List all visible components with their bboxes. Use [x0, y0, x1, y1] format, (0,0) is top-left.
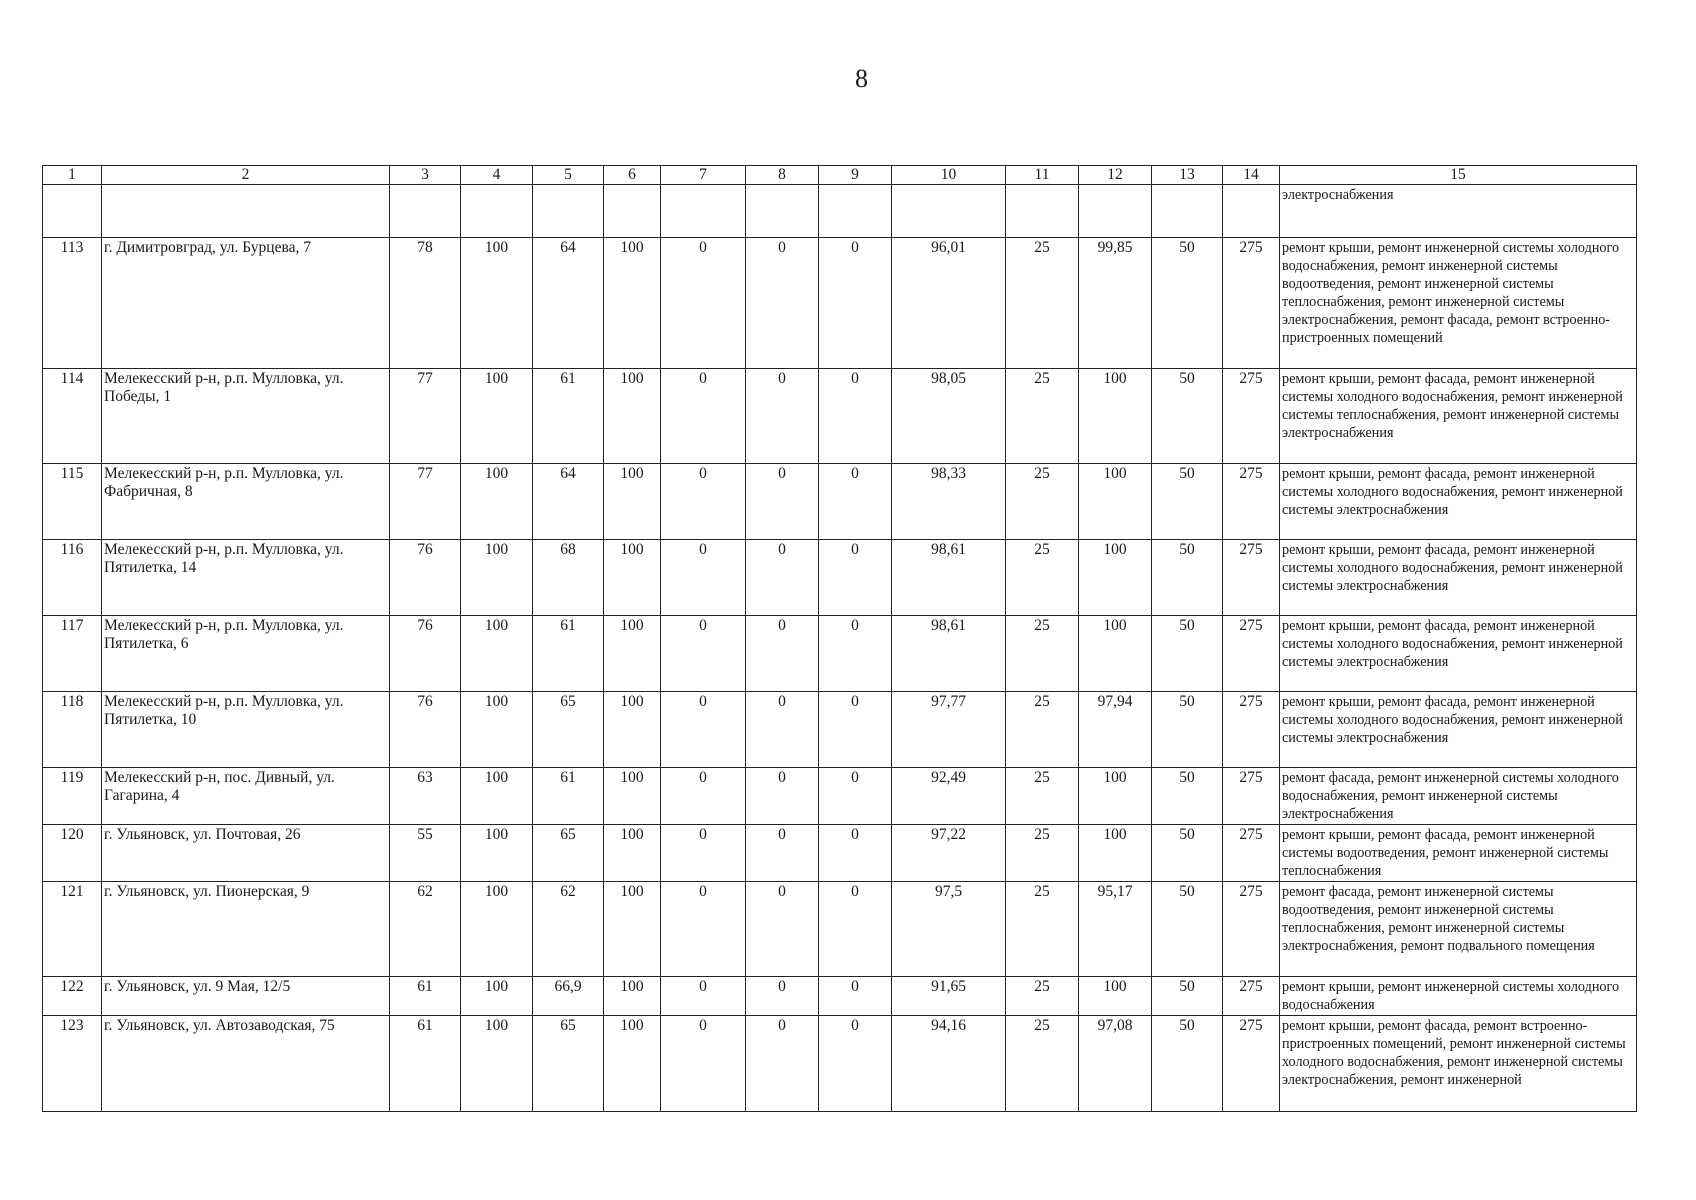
value-cell: 98,61 [892, 540, 1006, 616]
address-cell: Мелекесский р-н, р.п. Мулловка, ул. Пятилетка, 10 [102, 692, 390, 768]
column-number: 12 [1079, 166, 1152, 185]
value-cell: 0 [746, 825, 819, 882]
value-cell: 25 [1006, 369, 1079, 464]
value-cell: 0 [661, 768, 746, 825]
value-cell: 100 [604, 882, 661, 977]
value-cell: 97,94 [1079, 692, 1152, 768]
value-cell: 0 [746, 464, 819, 540]
value-cell: 50 [1152, 768, 1223, 825]
value-cell: 64 [533, 464, 604, 540]
value-cell: 98,05 [892, 369, 1006, 464]
value-cell: 65 [533, 1016, 604, 1112]
value-cell: 275 [1223, 882, 1280, 977]
value-cell: 100 [1079, 977, 1152, 1016]
empty-cell [461, 185, 533, 238]
value-cell: 100 [461, 1016, 533, 1112]
value-cell: 63 [390, 768, 461, 825]
empty-cell [604, 185, 661, 238]
value-cell: 0 [746, 238, 819, 369]
empty-cell [390, 185, 461, 238]
column-number: 2 [102, 166, 390, 185]
value-cell: 94,16 [892, 1016, 1006, 1112]
value-cell: 100 [1079, 369, 1152, 464]
value-cell: 76 [390, 540, 461, 616]
address-cell: Мелекесский р-н, р.п. Мулловка, ул. Победы, 1 [102, 369, 390, 464]
value-cell: 0 [746, 616, 819, 692]
value-cell: 50 [1152, 825, 1223, 882]
empty-cell [102, 185, 390, 238]
works-cell: ремонт фасада, ремонт инженерной системы водоотведения, ремонт инженерной системы теплоснабжения, ремонт инженерной системы электроснабжения, ремонт подвального помещения [1280, 882, 1637, 977]
value-cell: 77 [390, 369, 461, 464]
table-row [43, 238, 1637, 369]
empty-cell [746, 185, 819, 238]
value-cell: 50 [1152, 1016, 1223, 1112]
value-cell: 100 [604, 768, 661, 825]
value-cell: 61 [533, 616, 604, 692]
column-number: 9 [819, 166, 892, 185]
value-cell: 275 [1223, 540, 1280, 616]
value-cell: 275 [1223, 369, 1280, 464]
value-cell: 100 [604, 464, 661, 540]
table-row [43, 692, 1637, 768]
column-number: 10 [892, 166, 1006, 185]
value-cell: 25 [1006, 768, 1079, 825]
value-cell: 100 [461, 692, 533, 768]
address-cell: г. Ульяновск, ул. Автозаводская, 75 [102, 1016, 390, 1112]
value-cell: 100 [461, 369, 533, 464]
value-cell: 0 [661, 1016, 746, 1112]
works-cell: ремонт крыши, ремонт инженерной системы холодного водоснабжения [1280, 977, 1637, 1016]
value-cell: 25 [1006, 616, 1079, 692]
value-cell: 100 [461, 238, 533, 369]
value-cell: 0 [661, 882, 746, 977]
empty-cell [43, 185, 102, 238]
table-row [43, 882, 1637, 977]
column-number: 7 [661, 166, 746, 185]
value-cell: 50 [1152, 692, 1223, 768]
value-cell: 100 [604, 692, 661, 768]
table-row [43, 768, 1637, 825]
table-row [43, 977, 1637, 1016]
value-cell: 0 [819, 369, 892, 464]
value-cell: 25 [1006, 1016, 1079, 1112]
page-number: 8 [855, 64, 868, 93]
value-cell: 275 [1223, 616, 1280, 692]
value-cell: 0 [819, 540, 892, 616]
value-cell: 99,85 [1079, 238, 1152, 369]
continuation-row [43, 185, 1637, 238]
column-number-header-row [43, 166, 1637, 185]
empty-cell [892, 185, 1006, 238]
value-cell: 0 [661, 977, 746, 1016]
value-cell: 50 [1152, 977, 1223, 1016]
value-cell: 98,61 [892, 616, 1006, 692]
value-cell: 0 [746, 692, 819, 768]
value-cell: 275 [1223, 238, 1280, 369]
row-number-cell: 122 [43, 977, 102, 1016]
empty-cell [1152, 185, 1223, 238]
value-cell: 97,77 [892, 692, 1006, 768]
empty-cell [533, 185, 604, 238]
value-cell: 0 [819, 692, 892, 768]
table-row [43, 1016, 1637, 1112]
value-cell: 100 [604, 540, 661, 616]
column-number: 1 [43, 166, 102, 185]
value-cell: 275 [1223, 692, 1280, 768]
value-cell: 97,22 [892, 825, 1006, 882]
value-cell: 275 [1223, 1016, 1280, 1112]
table-row [43, 616, 1637, 692]
value-cell: 50 [1152, 464, 1223, 540]
works-cell: ремонт крыши, ремонт фасада, ремонт инженерной системы холодного водоснабжения, ремонт инженерной системы электроснабжения [1280, 540, 1637, 616]
value-cell: 77 [390, 464, 461, 540]
value-cell: 25 [1006, 692, 1079, 768]
value-cell: 76 [390, 616, 461, 692]
column-number: 3 [390, 166, 461, 185]
value-cell: 61 [390, 1016, 461, 1112]
table-row [43, 540, 1637, 616]
value-cell: 100 [1079, 825, 1152, 882]
row-number-cell: 121 [43, 882, 102, 977]
value-cell: 100 [1079, 464, 1152, 540]
empty-cell [819, 185, 892, 238]
value-cell: 96,01 [892, 238, 1006, 369]
works-cell: ремонт крыши, ремонт фасада, ремонт инженерной системы холодного водоснабжения, ремонт инженерной системы электроснабжения [1280, 464, 1637, 540]
value-cell: 0 [661, 464, 746, 540]
value-cell: 0 [661, 616, 746, 692]
value-cell: 0 [819, 768, 892, 825]
column-number: 15 [1280, 166, 1637, 185]
row-number-cell: 118 [43, 692, 102, 768]
empty-cell [661, 185, 746, 238]
value-cell: 0 [819, 464, 892, 540]
row-number-cell: 120 [43, 825, 102, 882]
value-cell: 25 [1006, 540, 1079, 616]
address-cell: Мелекесский р-н, р.п. Мулловка, ул. Пятилетка, 14 [102, 540, 390, 616]
value-cell: 100 [461, 768, 533, 825]
empty-cell [1079, 185, 1152, 238]
address-cell: Мелекесский р-н, р.п. Мулловка, ул. Пятилетка, 6 [102, 616, 390, 692]
value-cell: 0 [819, 825, 892, 882]
value-cell: 62 [390, 882, 461, 977]
value-cell: 62 [533, 882, 604, 977]
value-cell: 100 [604, 1016, 661, 1112]
value-cell: 0 [661, 540, 746, 616]
value-cell: 25 [1006, 977, 1079, 1016]
works-cell: ремонт крыши, ремонт фасада, ремонт инженерной системы холодного водоснабжения, ремонт инженерной системы теплоснабжения, ремонт инженерной системы электроснабжения [1280, 369, 1637, 464]
value-cell: 61 [533, 768, 604, 825]
row-number-cell: 115 [43, 464, 102, 540]
value-cell: 64 [533, 238, 604, 369]
value-cell: 100 [604, 977, 661, 1016]
value-cell: 100 [604, 238, 661, 369]
value-cell: 50 [1152, 238, 1223, 369]
value-cell: 25 [1006, 882, 1079, 977]
value-cell: 0 [819, 1016, 892, 1112]
column-number: 8 [746, 166, 819, 185]
column-number: 5 [533, 166, 604, 185]
value-cell: 100 [461, 977, 533, 1016]
row-number-cell: 114 [43, 369, 102, 464]
value-cell: 65 [533, 825, 604, 882]
column-number: 11 [1006, 166, 1079, 185]
address-cell: г. Димитровград, ул. Бурцева, 7 [102, 238, 390, 369]
value-cell: 100 [461, 540, 533, 616]
value-cell: 100 [461, 882, 533, 977]
value-cell: 25 [1006, 238, 1079, 369]
column-number: 13 [1152, 166, 1223, 185]
table-row [43, 369, 1637, 464]
table-body [43, 166, 1637, 1112]
value-cell: 100 [1079, 616, 1152, 692]
empty-cell [1223, 185, 1280, 238]
value-cell: 78 [390, 238, 461, 369]
works-cell: ремонт крыши, ремонт фасада, ремонт встроенно-пристроенных помещений, ремонт инженерной системы холодного водоснабжения, ремонт инженерной системы электроснабжения, ремонт инженерной [1280, 1016, 1637, 1112]
value-cell: 0 [661, 369, 746, 464]
value-cell: 97,08 [1079, 1016, 1152, 1112]
value-cell: 91,65 [892, 977, 1006, 1016]
value-cell: 100 [604, 616, 661, 692]
value-cell: 0 [661, 238, 746, 369]
works-cell: ремонт крыши, ремонт фасада, ремонт инженерной системы холодного водоснабжения, ремонт инженерной системы электроснабжения [1280, 692, 1637, 768]
repair-program-table [42, 165, 1637, 1112]
value-cell: 100 [1079, 768, 1152, 825]
value-cell: 100 [604, 825, 661, 882]
works-cell: ремонт крыши, ремонт фасада, ремонт инженерной системы водоотведения, ремонт инженерной системы теплоснабжения [1280, 825, 1637, 882]
value-cell: 0 [661, 692, 746, 768]
value-cell: 0 [819, 616, 892, 692]
value-cell: 0 [661, 825, 746, 882]
value-cell: 100 [461, 616, 533, 692]
value-cell: 0 [819, 238, 892, 369]
value-cell: 0 [746, 1016, 819, 1112]
value-cell: 25 [1006, 464, 1079, 540]
value-cell: 0 [746, 369, 819, 464]
value-cell: 68 [533, 540, 604, 616]
row-number-cell: 119 [43, 768, 102, 825]
value-cell: 275 [1223, 768, 1280, 825]
column-number: 14 [1223, 166, 1280, 185]
works-cell: ремонт крыши, ремонт фасада, ремонт инженерной системы холодного водоснабжения, ремонт инженерной системы электроснабжения [1280, 616, 1637, 692]
table-row [43, 825, 1637, 882]
value-cell: 0 [746, 768, 819, 825]
empty-cell [1006, 185, 1079, 238]
value-cell: 50 [1152, 540, 1223, 616]
value-cell: 61 [533, 369, 604, 464]
value-cell: 97,5 [892, 882, 1006, 977]
address-cell: г. Ульяновск, ул. Почтовая, 26 [102, 825, 390, 882]
value-cell: 0 [819, 882, 892, 977]
address-cell: Мелекесский р-н, пос. Дивный, ул. Гагарина, 4 [102, 768, 390, 825]
value-cell: 55 [390, 825, 461, 882]
row-number-cell: 117 [43, 616, 102, 692]
column-number: 6 [604, 166, 661, 185]
address-cell: Мелекесский р-н, р.п. Мулловка, ул. Фабричная, 8 [102, 464, 390, 540]
works-cell: ремонт фасада, ремонт инженерной системы холодного водоснабжения, ремонт инженерной системы электроснабжения [1280, 768, 1637, 825]
value-cell: 0 [746, 882, 819, 977]
value-cell: 65 [533, 692, 604, 768]
works-cell: ремонт крыши, ремонт инженерной системы холодного водоснабжения, ремонт инженерной системы водоотведения, ремонт инженерной системы теплоснабжения, ремонт инженерной системы электроснабжения, ремонт фасада, ремонт встроенно-пристроенных помещений [1280, 238, 1637, 369]
value-cell: 66,9 [533, 977, 604, 1016]
value-cell: 0 [746, 977, 819, 1016]
value-cell: 100 [604, 369, 661, 464]
value-cell: 275 [1223, 825, 1280, 882]
value-cell: 95,17 [1079, 882, 1152, 977]
row-number-cell: 116 [43, 540, 102, 616]
address-cell: г. Ульяновск, ул. Пионерская, 9 [102, 882, 390, 977]
value-cell: 25 [1006, 825, 1079, 882]
value-cell: 50 [1152, 369, 1223, 464]
value-cell: 50 [1152, 616, 1223, 692]
row-number-cell: 123 [43, 1016, 102, 1112]
value-cell: 275 [1223, 464, 1280, 540]
value-cell: 100 [1079, 540, 1152, 616]
table-row [43, 464, 1637, 540]
value-cell: 0 [819, 977, 892, 1016]
value-cell: 275 [1223, 977, 1280, 1016]
row-number-cell: 113 [43, 238, 102, 369]
value-cell: 100 [461, 825, 533, 882]
column-number: 4 [461, 166, 533, 185]
continuation-works-cell: электроснабжения [1280, 185, 1637, 238]
value-cell: 0 [746, 540, 819, 616]
value-cell: 61 [390, 977, 461, 1016]
value-cell: 76 [390, 692, 461, 768]
value-cell: 98,33 [892, 464, 1006, 540]
value-cell: 100 [461, 464, 533, 540]
address-cell: г. Ульяновск, ул. 9 Мая, 12/5 [102, 977, 390, 1016]
value-cell: 92,49 [892, 768, 1006, 825]
value-cell: 50 [1152, 882, 1223, 977]
